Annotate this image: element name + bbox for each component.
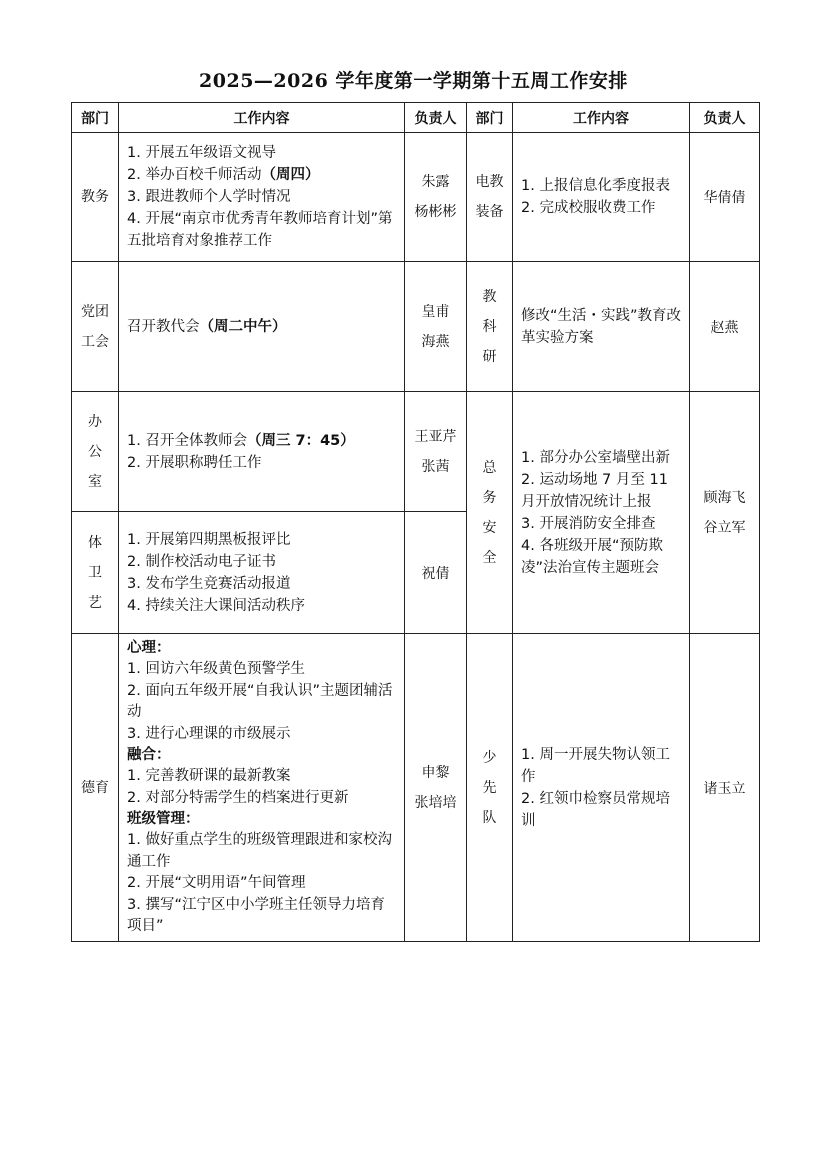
content-jiaokeyan — [513, 262, 690, 392]
list-item: 4. 开展“南京市优秀青年教师培育计划”第五批培育对象推荐工作 — [127, 211, 393, 249]
dept-dangtuan: 党团 工会 — [72, 262, 119, 392]
table-row — [72, 392, 760, 512]
list-item: 1. 部分办公室墙壁出新 — [521, 449, 670, 466]
dept-dianjiao: 电教 装备 — [467, 133, 513, 262]
list-item: 召开教代会（周二中午） — [127, 318, 287, 335]
list-item: 4. 各班级开展“预防欺凌”法治宣传主题班会 — [521, 537, 663, 576]
content-deyu — [119, 634, 405, 942]
section-heading-ronghe: 融合： — [127, 747, 171, 763]
header-content: 工作内容 — [119, 103, 405, 133]
list-item: 1. 开展第四期黑板报评比 — [127, 531, 291, 548]
list-item: 2. 红领巾检察员常规培训 — [521, 790, 670, 829]
page-title: 2025—2026 学年度第一学期第十五周工作安排 — [199, 70, 628, 92]
schedule-table — [71, 102, 760, 942]
list-item: 3. 撰写“江宁区中小学班主任领导力培育项目” — [127, 896, 385, 934]
dept-shaoxiandui: 少 先 队 — [467, 634, 513, 942]
list-item: 3. 进行心理课的市级展示 — [127, 725, 291, 742]
list-item: 1. 周一开展失物认领工作 — [521, 746, 670, 785]
dept-jiaowu: 教务 — [72, 133, 119, 262]
list-item: 2. 完成校服收费工作 — [521, 200, 656, 216]
header-person: 负责人 — [405, 103, 467, 133]
list-item: 2. 对部分特需学生的档案进行更新 — [127, 789, 349, 806]
header-dept: 部门 — [72, 103, 119, 133]
list-item: 3. 跟进教师个人学时情况 — [127, 189, 291, 205]
list-item: 修改“生活・实践”教育改革实验方案 — [521, 307, 682, 346]
person-dianjiao: 华倩倩 — [690, 133, 760, 262]
content-jiaowu — [119, 133, 405, 262]
dept-jiaokeyan: 教 科 研 — [467, 262, 513, 392]
header-person-2: 负责人 — [690, 103, 760, 133]
section-heading-banji: 班级管理： — [127, 811, 200, 827]
person-jiaokeyan: 赵燕 — [690, 262, 760, 392]
dept-bangongshi: 办 公 室 — [72, 392, 119, 512]
person-deyu: 申黎 张培培 — [405, 634, 467, 942]
person-dangtuan: 皇甫 海燕 — [405, 262, 467, 392]
content-dianjiao — [513, 133, 690, 262]
list-item: 1. 召开全体教师会（周三 7：45） — [127, 432, 355, 449]
list-item: 1. 做好重点学生的班级管理跟进和家校沟通工作 — [127, 832, 392, 870]
list-item: 2. 运动场地 7 月至 11 月开放情况统计上报 — [521, 471, 668, 510]
list-item: 3. 开展消防安全排查 — [521, 515, 656, 532]
table-row — [72, 133, 760, 262]
list-item: 4. 持续关注大课间活动秩序 — [127, 597, 305, 614]
header-dept-2: 部门 — [467, 103, 513, 133]
content-bangongshi — [119, 392, 405, 512]
list-item: 2. 制作校活动电子证书 — [127, 553, 276, 570]
table-row — [72, 634, 760, 942]
list-item: 1. 开展五年级语文视导 — [127, 145, 276, 161]
dept-zongwu: 总 务 安 全 — [467, 392, 513, 634]
list-item: 1. 完善教研课的最新教案 — [127, 768, 291, 784]
person-shaoxiandui: 诸玉立 — [690, 634, 760, 942]
dept-deyu: 德育 — [72, 634, 119, 942]
person-tiweiyi: 祝倩 — [405, 512, 467, 634]
header-content-2: 工作内容 — [513, 103, 690, 133]
list-item: 2. 举办百校千师活动（周四） — [127, 167, 320, 183]
content-dangtuan — [119, 262, 405, 392]
content-shaoxiandui — [513, 634, 690, 942]
content-tiweiyi — [119, 512, 405, 634]
list-item: 2. 开展“文明用语”午间管理 — [127, 875, 306, 891]
list-item: 2. 开展职称聘任工作 — [127, 454, 262, 471]
list-item: 1. 回访六年级黄色预警学生 — [127, 661, 305, 677]
person-zongwu: 顾海飞 谷立军 — [690, 392, 760, 634]
content-zongwu — [513, 392, 690, 634]
list-item: 2. 面向五年级开展“自我认识”主题团辅活动 — [127, 682, 393, 720]
section-heading-xinli: 心理： — [127, 640, 171, 656]
header-row — [72, 103, 760, 133]
person-bangongshi: 王亚芹 张茜 — [405, 392, 467, 512]
dept-tiweiyi: 体 卫 艺 — [72, 512, 119, 634]
list-item: 3. 发布学生竞赛活动报道 — [127, 575, 291, 592]
person-jiaowu: 朱露 杨彬彬 — [405, 133, 467, 262]
table-row — [72, 262, 760, 392]
list-item: 1. 上报信息化季度报表 — [521, 178, 670, 194]
